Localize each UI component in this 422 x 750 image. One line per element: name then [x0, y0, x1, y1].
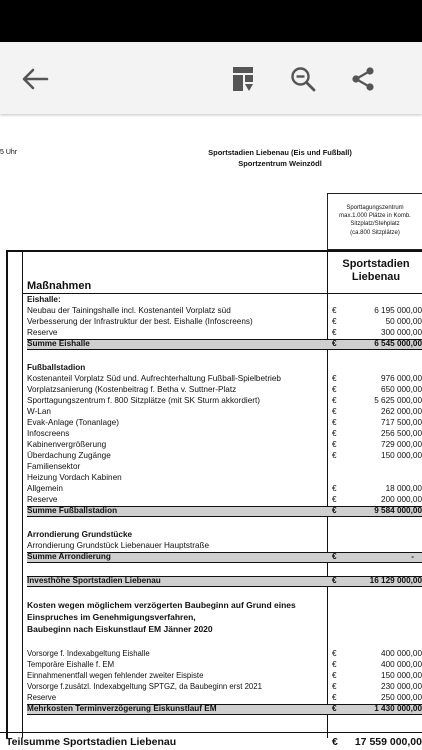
- total-amount: 17 559 000,00: [354, 736, 422, 748]
- table-row-amount: 150 000,00: [381, 451, 422, 460]
- currency-sign: €: [332, 328, 337, 337]
- table-row-label: Verbesserung der Infrastruktur der best. Eishalle (Infoscreens): [27, 317, 253, 326]
- table-row-amount: 50 000,00: [385, 317, 422, 326]
- currency-sign: €: [332, 306, 337, 315]
- currency-sign: €: [332, 317, 337, 326]
- delay-title-line: Kosten wegen möglichem verzögerten Baubeginn auf Grund eines: [27, 600, 296, 610]
- table-row-amount: 976 000,00: [381, 374, 422, 383]
- table-row-label: Reserve: [27, 495, 58, 504]
- delay-title-line: Einspruches im Genehmigungsverfahren,: [27, 612, 196, 622]
- table-row-label: Temporäre Eishalle f. EM: [27, 660, 115, 669]
- sum-amount: 1 430 000,00: [374, 704, 422, 713]
- currency-sign: €: [332, 671, 337, 680]
- sum-label: Summe Eishalle: [27, 339, 90, 348]
- table-row-amount: 400 000,00: [381, 660, 422, 669]
- currency-sign: €: [332, 374, 337, 383]
- table-row-label: Kostenanteil Vorplatz Süd und. Aufrechterhaltung Fußball-Spielbetrieb: [27, 374, 281, 383]
- page-layout-icon: [232, 66, 254, 92]
- table-row-label: Vorsorge f.zusätzl. Indexabgeltung SPTGZ, da Baubeginn erst 2021: [27, 682, 262, 691]
- table-row-label: Arrondierung Grundstück Liebenauer Hauptstraße: [27, 541, 210, 550]
- currency-sign: €: [332, 736, 338, 748]
- section-title-arrondierung: Arrondierung Grundstücke: [27, 530, 133, 539]
- currency-sign: €: [332, 418, 337, 427]
- document-subtitle: Sportzentrum Weinzödl: [238, 159, 322, 168]
- section-title-fussball: Fußballstadion: [27, 363, 86, 372]
- header-divider: [23, 293, 422, 294]
- arrow-left-icon: [21, 68, 49, 90]
- table-row-amount: 6 195 000,00: [374, 306, 422, 315]
- currency-sign: €: [332, 451, 337, 460]
- currency-sign: €: [332, 693, 337, 702]
- table-row-amount: 230 000,00: [381, 682, 422, 691]
- sum-amount: -: [411, 552, 414, 561]
- column-header-measures: Maßnahmen: [27, 280, 92, 292]
- table-row-amount: 200 000,00: [381, 495, 422, 504]
- currency-sign: €: [332, 495, 337, 504]
- viewer-toolbar: [0, 42, 422, 114]
- sum-amount: 9 584 000,00: [374, 506, 422, 515]
- table-row-amount: 262 000,00: [381, 407, 422, 416]
- table-row-label: Überdachung Zugänge: [27, 451, 111, 460]
- table-row-label: Familiensektor: [27, 462, 81, 471]
- currency-sign: €: [332, 339, 337, 348]
- capacity-note-line: Sporttagungszentrum: [346, 205, 404, 211]
- table-row-label: W-Lan: [27, 407, 51, 416]
- table-row-label: Reserve: [27, 328, 58, 337]
- table-left-inner-border: [22, 250, 23, 738]
- column-header-stadium-line: Sportstadien: [342, 258, 410, 270]
- table-row-label: Vorplatzsanierung (Kostenbeitrag f. Betha v. Suttner-Platz: [27, 385, 237, 394]
- page-layout-button[interactable]: [226, 62, 260, 96]
- currency-sign: €: [332, 576, 337, 585]
- zoom-out-icon: [290, 66, 316, 92]
- table-row-amount: 256 500,00: [381, 429, 422, 438]
- sum-amount: 6 545 000,00: [374, 339, 422, 348]
- currency-sign: €: [332, 385, 337, 394]
- table-row-amount: 18 000,00: [385, 484, 422, 493]
- currency-sign: €: [332, 407, 337, 416]
- currency-sign: €: [332, 396, 337, 405]
- share-button[interactable]: [346, 62, 380, 96]
- table-row-label: Heizung Vordach Kabinen: [27, 473, 122, 482]
- table-row-label: Einnahmenentfall wegen fehlender zweiter Eispiste: [27, 671, 204, 680]
- currency-sign: €: [332, 552, 337, 561]
- column-header-stadium-line: Liebenau: [351, 271, 401, 283]
- table-row-amount: 300 000,00: [381, 328, 422, 337]
- document-page: [0, 118, 422, 750]
- table-row-label: Neubau der Tainingshalle incl. Kostenanteil Vorplatz süd: [27, 306, 231, 315]
- document-title: Sportstadien Liebenau (Eis und Fußball): [208, 148, 352, 157]
- table-row-amount: 250 000,00: [381, 693, 422, 702]
- table-row-label: Kabinenvergrößerung: [27, 440, 107, 449]
- capacity-note-line: Sitzplatz/Stehplatz: [350, 221, 400, 228]
- table-row-label: Evak-Anlage (Tonanlage): [27, 418, 119, 427]
- column-header-stadium: [330, 258, 422, 284]
- capacity-note-line: (ca.800 Sitzplätze): [350, 229, 400, 236]
- invest-amount: 16 129 000,00: [369, 576, 422, 585]
- table-row-amount: 5 625 000,00: [374, 396, 422, 405]
- table-row-label: Allgemein: [27, 484, 63, 493]
- currency-sign: €: [332, 440, 337, 449]
- sum-label: Summe Arrondierung: [27, 552, 111, 561]
- currency-sign: €: [332, 649, 337, 658]
- table-row-amount: 717 500,00: [381, 418, 422, 427]
- status-bar: [0, 0, 422, 42]
- table-row-label: Infoscreens: [27, 429, 70, 438]
- currency-sign: €: [332, 682, 337, 691]
- capacity-note-box: [327, 193, 422, 250]
- currency-sign: €: [332, 506, 337, 515]
- zoom-out-button[interactable]: [286, 62, 320, 96]
- table-amount-column-border: [327, 250, 328, 738]
- table-row-label: Vorsorge f. Indexabgeltung Eishalle: [27, 649, 150, 658]
- currency-sign: €: [332, 704, 337, 713]
- total-label: Teilsumme Sportstadien Liebenau: [6, 736, 177, 748]
- table-row-amount: 650 000,00: [381, 385, 422, 394]
- sum-label: Summe Fußballstadion: [27, 506, 118, 515]
- time-stamp: 5 Uhr: [0, 149, 18, 156]
- currency-sign: €: [332, 429, 337, 438]
- table-row-amount: 150 000,00: [381, 671, 422, 680]
- total-divider: [0, 732, 422, 733]
- sum-label: Mehrkosten Terminverzögerung Eiskunstlauf EM: [27, 704, 217, 713]
- table-row-label: Sporttagungszentrum f. 800 Sitzplätze (mit SK Sturm akkordiert): [27, 396, 260, 405]
- invest-label: Investhöhe Sportstadien Liebenau: [27, 576, 161, 585]
- section-title-eishalle: Eishalle:: [27, 295, 61, 304]
- back-button[interactable]: [18, 62, 52, 96]
- table-row-amount: 729 000,00: [381, 440, 422, 449]
- capacity-note-line: max.1.000 Plätze in Komb.: [339, 213, 411, 220]
- table-row-amount: 400 000,00: [381, 649, 422, 658]
- delay-title-line: Baubeginn nach Eiskunstlauf EM Jänner 2020: [27, 624, 213, 634]
- share-icon: [350, 66, 376, 92]
- currency-sign: €: [332, 660, 337, 669]
- currency-sign: €: [332, 484, 337, 493]
- table-row-label: Reserve: [27, 693, 57, 702]
